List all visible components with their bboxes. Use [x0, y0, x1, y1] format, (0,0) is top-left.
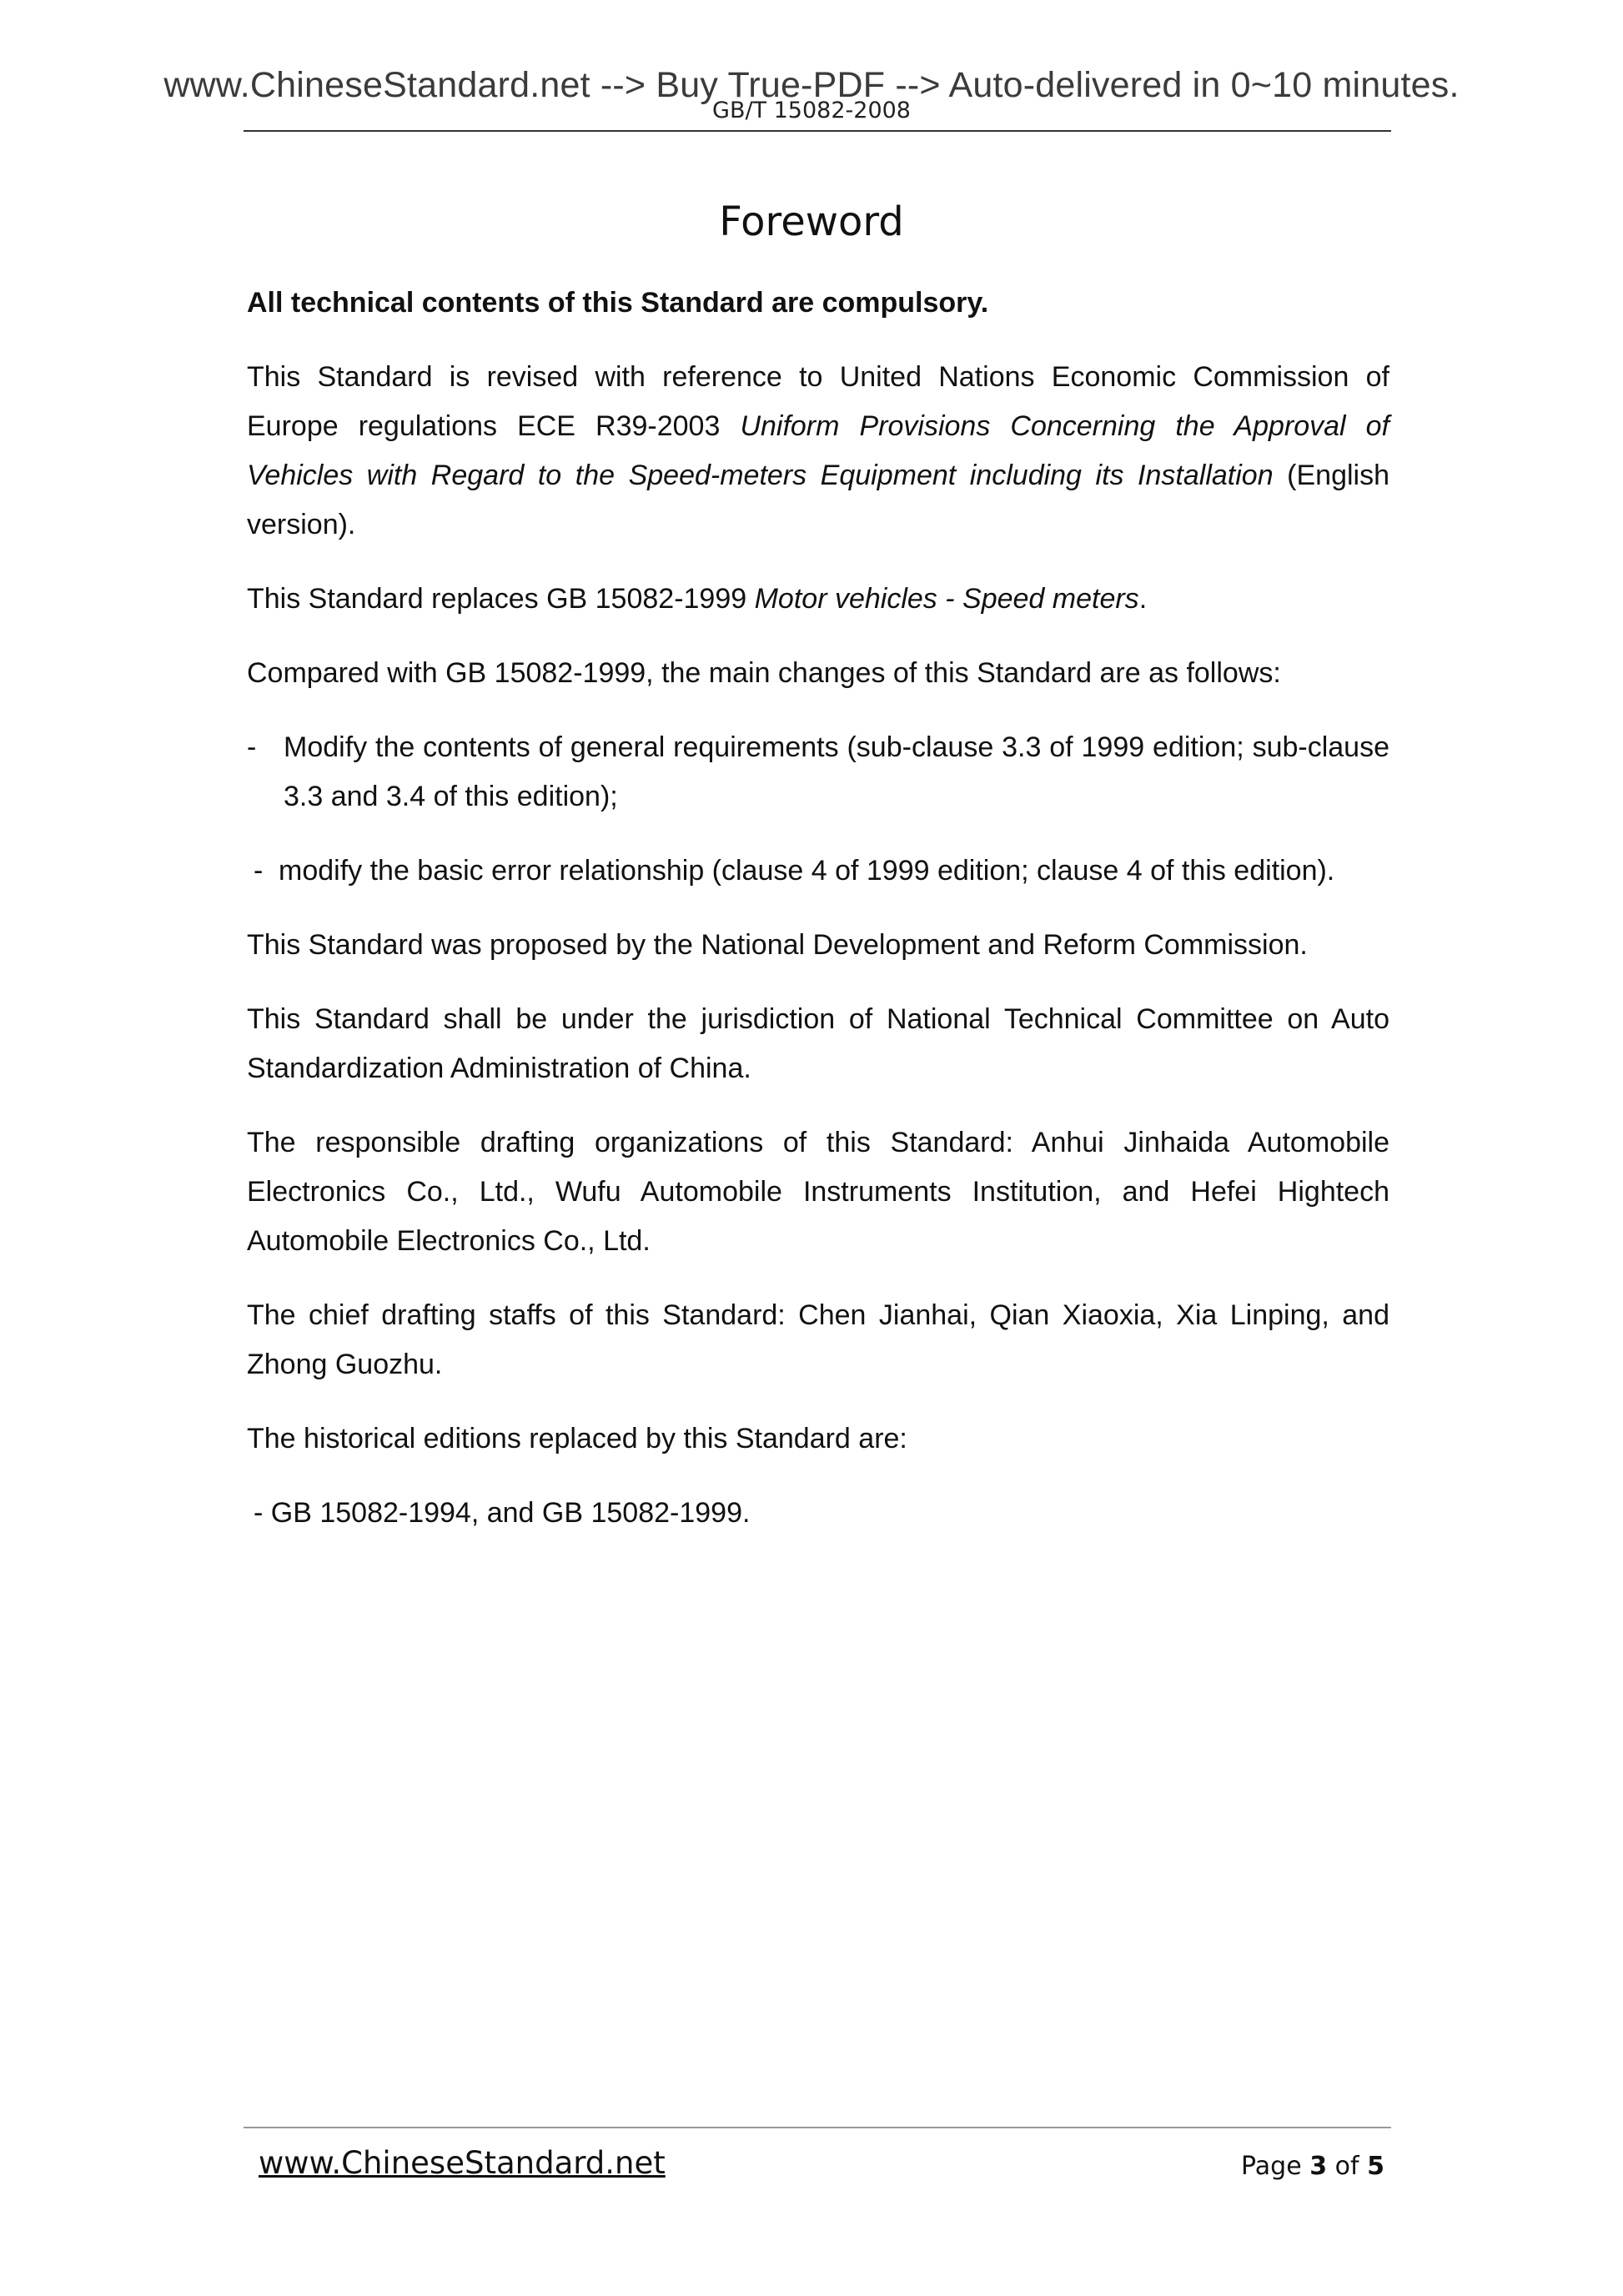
historical-editions-intro: The historical editions replaced by this Standard are:	[247, 1423, 907, 1454]
drafting-organizations-paragraph: The responsible drafting organizations of this Standard: Anhui Jinhaida Automobile Electronics Co., Ltd., Wufu Automobile Instruments Institution, and Hefei Hightech Automobile Electronics Co., Ltd.	[247, 1127, 1389, 1257]
compulsory-statement: All technical contents of this Standard are compulsory.	[247, 287, 989, 319]
reference-text-end: (English version).	[247, 460, 1389, 540]
page-number	[1241, 2152, 1384, 2181]
page-of: of	[1334, 2152, 1359, 2181]
promo-banner[interactable]: www.ChineseStandard.net --> Buy True-PDF --> Auto-delivered in 0~10 minutes.	[163, 65, 1460, 105]
reference-text-start: This Standard is revised with reference to United Nations Economic Commission of Europe regulations ECE R39-2003	[247, 361, 1389, 442]
replaces-text: This Standard replaces GB 15082-1999	[247, 583, 755, 615]
changes-intro: Compared with GB 15082-1999, the main changes of this Standard are as follows:	[247, 657, 1281, 689]
list-dash: -	[247, 731, 257, 763]
document-body	[247, 279, 1389, 1563]
footer-divider	[244, 2127, 1391, 2128]
page-current: 3	[1309, 2152, 1328, 2181]
reference-paragraph	[247, 353, 1389, 550]
replaces-period: .	[1138, 583, 1148, 615]
page-title: Foreword	[719, 198, 904, 245]
jurisdiction-paragraph: This Standard shall be under the jurisdiction of National Technical Committee on Auto Standardization Administration of China.	[247, 1003, 1389, 1084]
header-divider	[244, 130, 1391, 132]
footer-website-link[interactable]: www.ChineseStandard.net	[259, 2145, 666, 2181]
list-item-text: modify the basic error relationship (clause 4 of 1999 edition; clause 4 of this edition).	[279, 855, 1335, 887]
list-item-text: Modify the contents of general requirements (sub-clause 3.3 of 1999 edition; sub-clause 3.3 and 3.4 of this edition);	[284, 731, 1389, 812]
drafting-staff-paragraph: The chief drafting staffs of this Standard: Chen Jianhai, Qian Xiaoxia, Xia Linping, and Zhong Guozhu.	[247, 1299, 1389, 1380]
standard-code: GB/T 15082-2008	[712, 98, 911, 123]
historical-editions-list: - GB 15082-1994, and GB 15082-1999.	[254, 1497, 751, 1529]
replaced-standard-title: Motor vehicles - Speed meters	[754, 583, 1139, 615]
proposed-by-paragraph: This Standard was proposed by the National Development and Reform Commission.	[247, 929, 1308, 961]
list-item	[247, 723, 1389, 821]
page-label: Page	[1241, 2152, 1302, 2181]
list-item	[247, 847, 1389, 896]
page-total: 5	[1367, 2152, 1384, 2181]
reference-title: Uniform Provisions Concerning the Approval of Vehicles with Regard to the Speed-meters Equipment including its Installation	[247, 410, 1389, 491]
list-dash: -	[254, 855, 264, 887]
replaces-paragraph	[247, 575, 1389, 624]
